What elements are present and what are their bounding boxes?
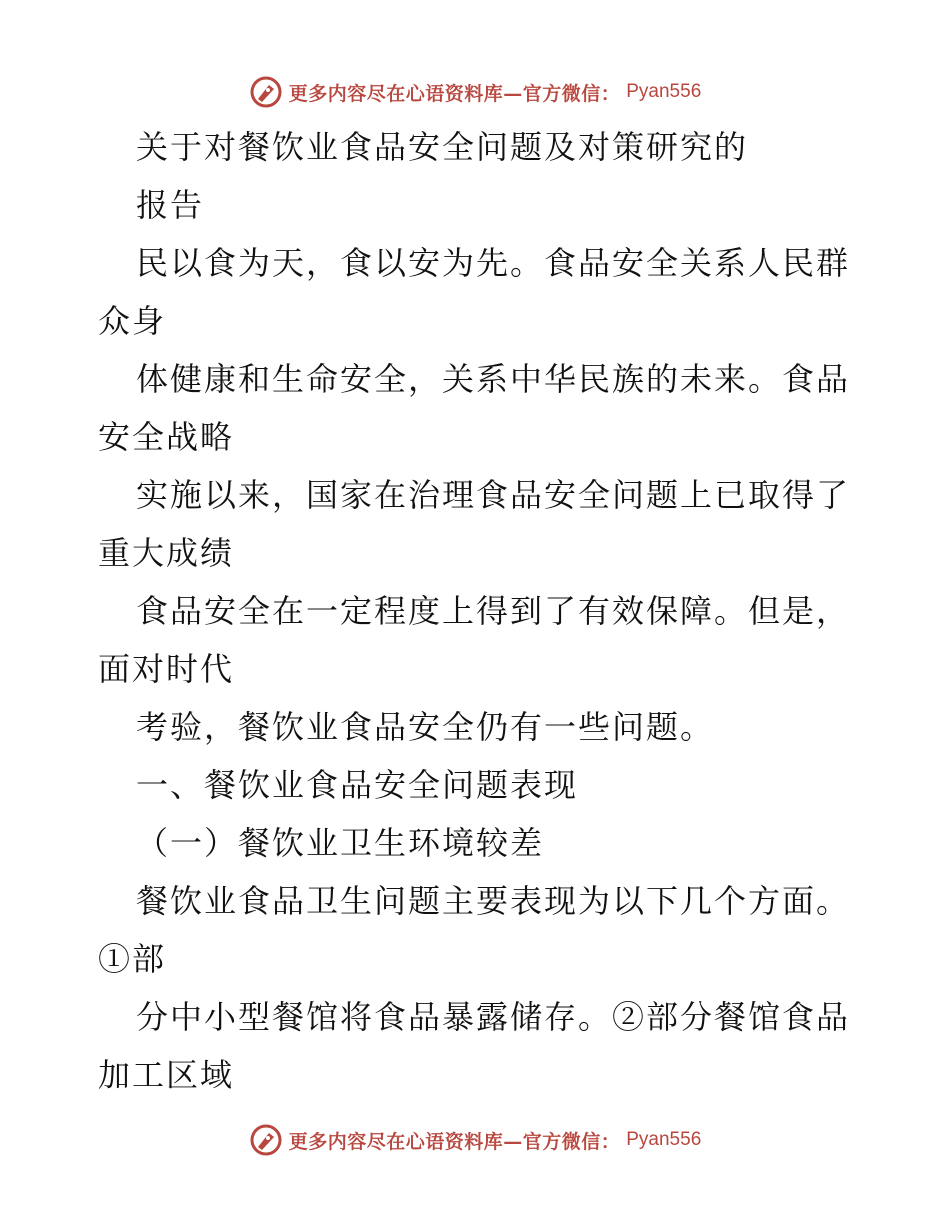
banner-wechat-id: Pyan556 — [626, 1129, 702, 1150]
text-line: 众身 — [98, 302, 167, 340]
text-line: 面对时代 — [98, 650, 235, 688]
document-body — [98, 118, 858, 1104]
text-line: 考验，餐饮业食品安全仍有一些问题。 — [136, 708, 715, 746]
text-line: 实施以来，国家在治理食品安全问题上已取得了 — [136, 476, 851, 514]
text-line: 加工区域 — [98, 1056, 235, 1094]
banner-wechat-id: Pyan556 — [626, 81, 702, 102]
pen-nib-logo-icon — [249, 1123, 283, 1157]
banner-text: 更多内容尽在心语资料库—官方微信： — [288, 1130, 621, 1153]
text-line: 体健康和生命安全，关系中华民族的未来。食品 — [136, 360, 851, 398]
text-line: 关于对餐饮业食品安全问题及对策研究的 — [136, 128, 749, 166]
text-line: 重大成绩 — [98, 534, 235, 572]
text-line: 民以食为天，食以安为先。食品安全关系人民群 — [136, 244, 851, 282]
text-line: ①部 — [98, 940, 167, 978]
header-banner — [0, 72, 950, 112]
text-line: 食品安全在一定程度上得到了有效保障。但是， — [136, 592, 851, 630]
text-line: 报告 — [136, 186, 205, 224]
text-line: 分中小型餐馆将食品暴露储存。②部分餐馆食品 — [136, 998, 851, 1036]
text-line: 一、餐饮业食品安全问题表现 — [136, 766, 579, 804]
text-line: （一）餐饮业卫生环境较差 — [136, 824, 545, 862]
footer-banner — [0, 1120, 950, 1160]
pen-nib-logo-icon — [249, 75, 283, 109]
text-line: 餐饮业食品卫生问题主要表现为以下几个方面。 — [136, 882, 851, 920]
text-line: 安全战略 — [98, 418, 235, 456]
banner-text: 更多内容尽在心语资料库—官方微信： — [288, 82, 621, 105]
